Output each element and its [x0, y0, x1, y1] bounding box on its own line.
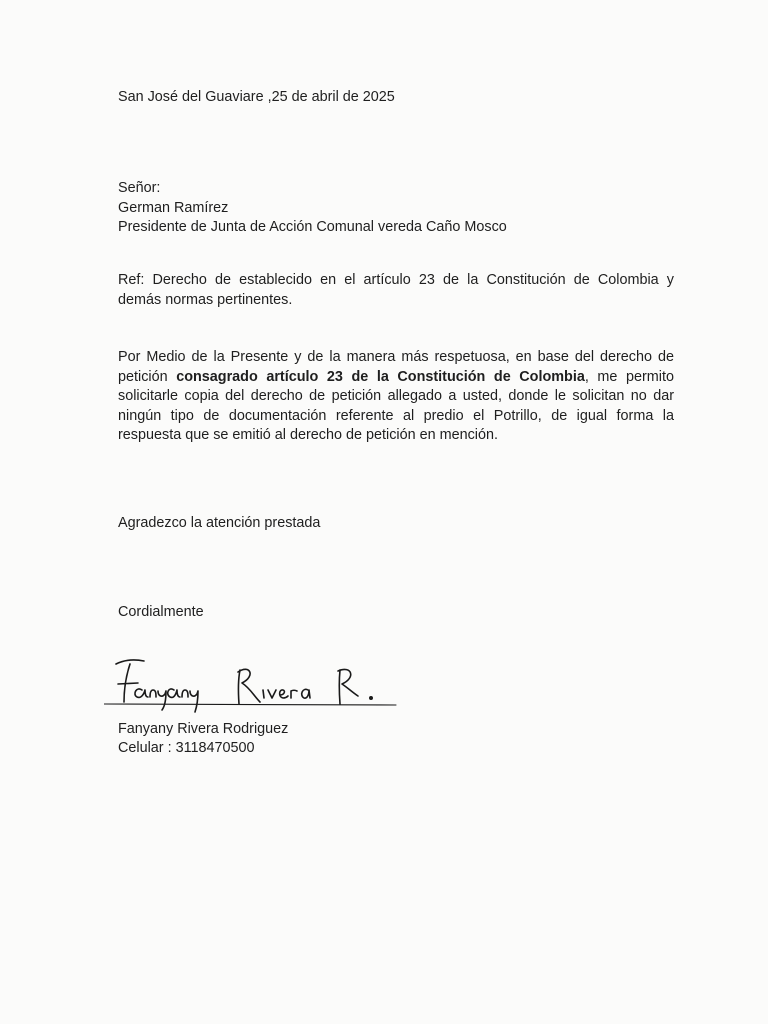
- place-date: San José del Guaviare ,25 de abril de 2025: [118, 89, 395, 105]
- addressee-title: Presidente de Junta de Acción Comunal vereda Caño Mosco: [118, 219, 507, 235]
- signer-phone: Celular : 3118470500: [118, 740, 255, 756]
- body-line-2-bold: consagrado artículo 23 de la Constitución de Colombia: [176, 368, 585, 385]
- handwritten-signature: [104, 650, 404, 714]
- addressee-block: [118, 179, 507, 238]
- closing-line: Cordialmente: [118, 604, 204, 620]
- addressee-name: German Ramírez: [118, 199, 229, 216]
- thanks-line: Agradezco la atención prestada: [118, 515, 321, 531]
- reference-line-1: Ref: Derecho de establecido en el artículo 23 de la Constitución de Colombia y: [118, 272, 674, 288]
- body-line-4: ningún tipo de documentación referente al predio el Potrillo, de igual forma la: [118, 407, 674, 424]
- salutation: Señor:: [118, 180, 161, 196]
- body-line-1: Por Medio de la Presente y de la manera más respetuosa, en base del derecho de: [118, 349, 674, 365]
- body-line-2-end: , me permito: [584, 368, 674, 385]
- signer-block: [118, 720, 288, 758]
- body-line-5: respuesta que se emitió al derecho de petición en mención.: [118, 427, 498, 443]
- reference-line-2: demás normas pertinentes.: [118, 291, 293, 308]
- signer-name: Fanyany Rivera Rodriguez: [118, 721, 289, 737]
- body-line-2-start: petición: [118, 368, 177, 385]
- body-line-3: solicitarle copia del derecho de petición allegado a usted, donde le solicitan no dar: [118, 388, 674, 404]
- body-line-2: [118, 368, 674, 388]
- reference-block: [118, 271, 674, 310]
- body-paragraph: [118, 348, 674, 446]
